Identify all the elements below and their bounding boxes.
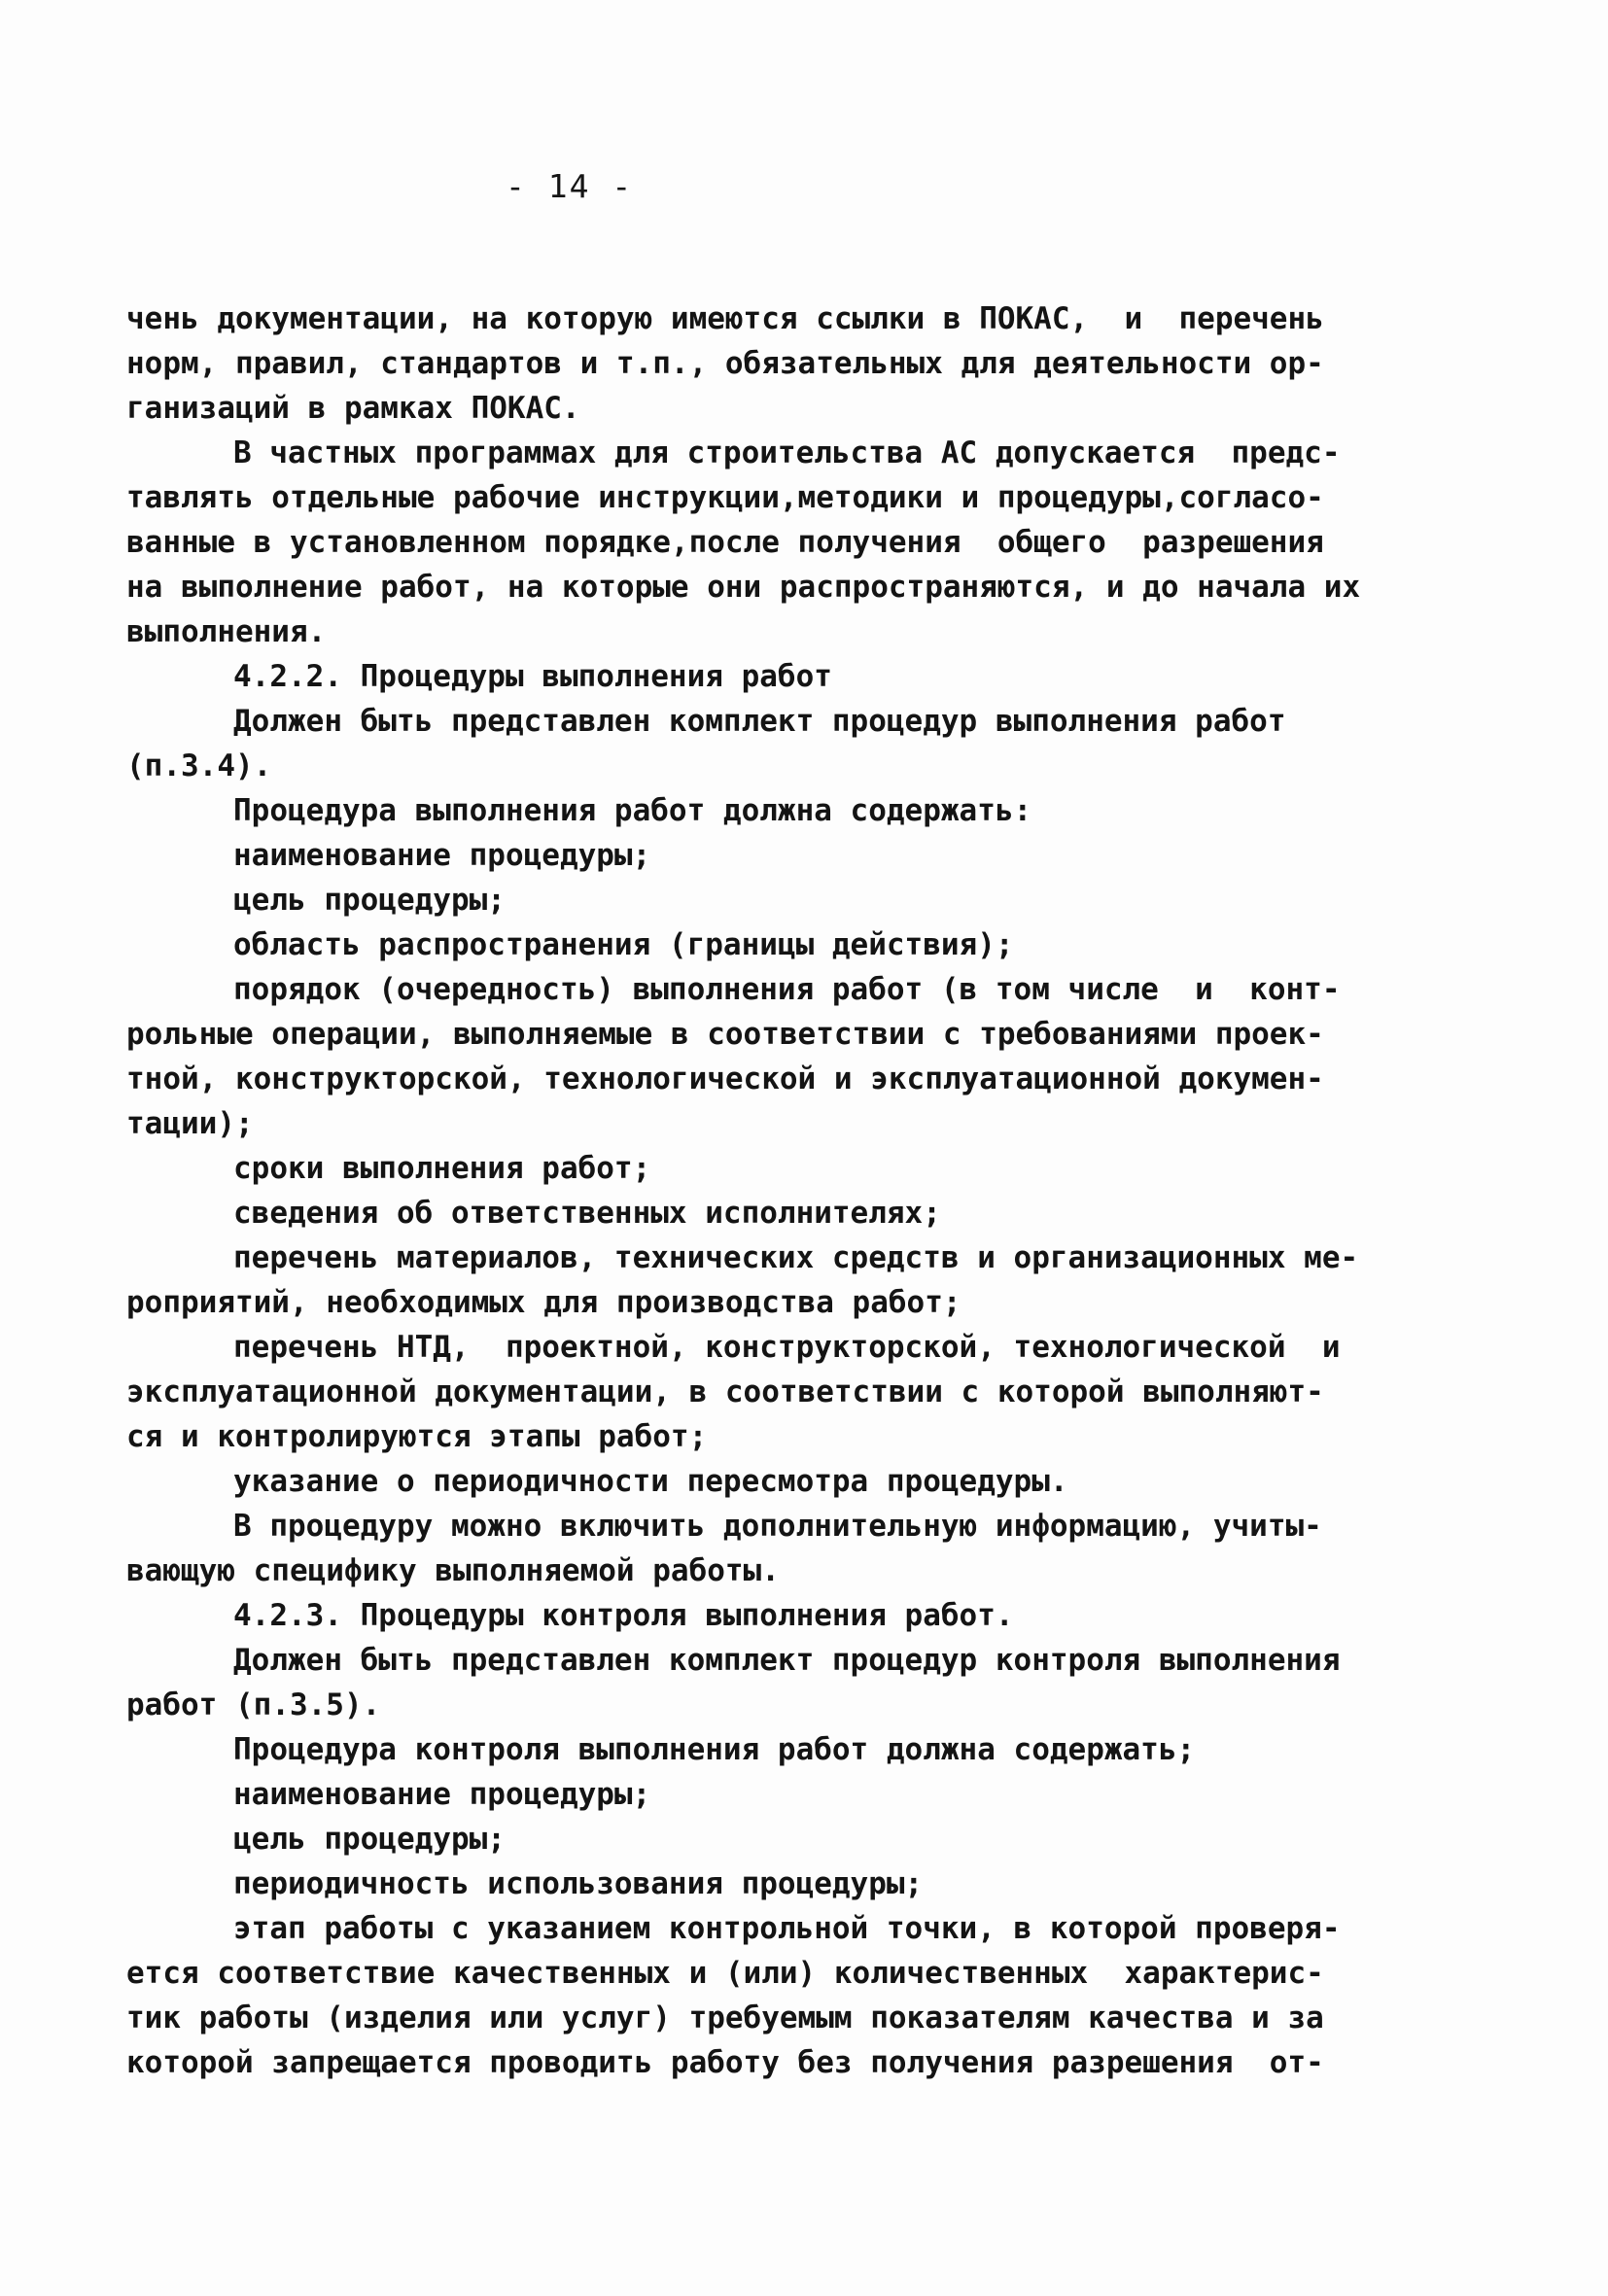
text-line: работ (п.3.5). [126,1687,381,1722]
text-line: норм, правил, стандартов и т.п., обязательных для деятельности ор- [126,346,1324,381]
text-line: эксплуатационной документации, в соответствии с которой выполняют- [126,1374,1324,1409]
text-line: перечень НТД, проектной, конструкторской, технологической и [233,1330,1341,1365]
text-line: цель процедуры; [233,883,506,918]
text-line: на выполнение работ, на которые они распространяются, и до начала их [126,570,1361,605]
text-line: Должен быть представлен комплект процедур выполнения работ [233,704,1286,739]
text-line: ванные в установленном порядке,после получения общего разрешения [126,525,1324,560]
text-line: рольные операции, выполняемые в соответствии с требованиями проек- [126,1017,1324,1052]
text-line: наименование процедуры; [233,838,651,873]
text-line: ганизаций в рамках ПОКАС. [126,391,580,426]
text-line: ется соответствие качественных и (или) количественных характерис- [126,1956,1324,1991]
text-line: этап работы с указанием контрольной точки, в которой проверя- [233,1911,1341,1946]
text-line: которой запрещается проводить работу без получения разрешения от- [126,2045,1324,2080]
text-line: тной, конструкторской, технологической и эксплуатационной докумен- [126,1061,1324,1096]
text-line: В процедуру можно включить дополнительную информацию, учиты- [233,1509,1322,1544]
text-line: периодичность использования процедуры; [233,1866,924,1901]
text-line: цель процедуры; [233,1822,506,1857]
text-line: тавлять отдельные рабочие инструкции,методики и процедуры,согласо- [126,480,1324,515]
text-line: 4.2.3. Процедуры контроля выполнения работ. [233,1598,1014,1633]
text-line: сведения об ответственных исполнителях; [233,1196,941,1231]
text-line: Процедура контроля выполнения работ должна содержать; [233,1732,1196,1767]
body-text [126,296,1497,2085]
text-line: область распространения (границы действия); [233,927,1014,962]
text-line: тик работы (изделия или услуг) требуемым показателям качества и за [126,2000,1324,2035]
text-line: сроки выполнения работ; [233,1151,651,1186]
text-line: перечень материалов, технических средств и организационных ме- [233,1240,1359,1275]
text-line: (п.3.4). [126,748,272,783]
text-line: вающую специфику выполняемой работы. [126,1553,780,1588]
page-number: - 14 - [506,167,634,205]
text-line: ся и контролируются этапы работ; [126,1419,708,1454]
text-line: порядок (очередность) выполнения работ (в том числе и конт- [233,972,1341,1007]
text-line: Должен быть представлен комплект процедур контроля выполнения [233,1643,1341,1678]
text-line: тации); [126,1106,254,1141]
text-line: указание о периодичности пересмотра процедуры. [233,1464,1068,1499]
text-line: В частных программах для строительства АС допускается предс- [233,435,1341,470]
text-line: роприятий, необходимых для производства работ; [126,1285,961,1320]
text-line: наименование процедуры; [233,1777,651,1812]
text-line: Процедура выполнения работ должна содержать: [233,793,1032,828]
text-line: чень документации, на которую имеются ссылки в ПОКАС, и перечень [126,301,1324,336]
text-line: 4.2.2. Процедуры выполнения работ [233,659,832,694]
text-line: выполнения. [126,614,327,649]
